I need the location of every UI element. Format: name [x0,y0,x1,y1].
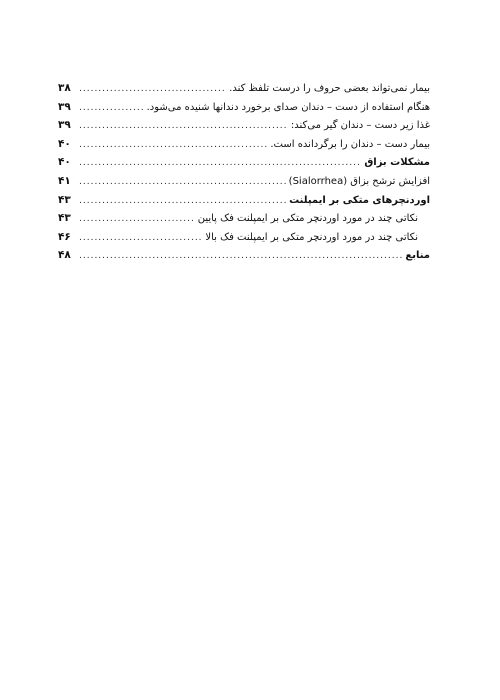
toc-leader-dots [79,192,286,211]
toc-entry[interactable] [58,228,430,247]
toc-entry-title: نکاتی چند در مورد اوردنچر متکی بر ایمپلنت فک بالا [205,231,418,243]
toc-leader-dots [79,136,267,155]
toc-entry-page: ۴۶ [58,230,71,243]
toc-leader-dots [79,80,226,99]
table-of-contents [58,79,430,265]
toc-leader-dots [79,99,144,118]
toc-entry-page: ۳۹ [58,119,71,132]
toc-entry-title: بیمار دست – دندان را برگردانده است. [270,138,430,150]
toc-entry-page: ۴۳ [58,212,71,225]
toc-leader-dots [79,173,286,192]
toc-entry[interactable] [58,191,430,210]
toc-entry-page: ۴۱ [58,174,71,187]
toc-entry[interactable] [58,172,430,191]
toc-entry-page: ۳۸ [58,82,71,94]
toc-leader-dots [79,154,361,173]
toc-entry[interactable] [58,246,430,265]
toc-entry-title: غذا زیر دست – دندان گیر می‌کند: [290,120,430,132]
toc-entry-title: هنگام استفاده از دست – دندان صدای برخورد دندانها شنیده می‌شود. [146,101,430,113]
toc-entry-title: اوردنچرهای متکی بر ایمپلنت [289,194,430,206]
toc-entry-page: ۴۳ [58,193,71,206]
toc-leader-dots [79,247,402,266]
toc-entry[interactable] [58,209,430,228]
toc-leader-dots [79,210,195,229]
toc-entry-title: بیمار نمی‌تواند بعضی حروف را درست تلفظ کند. [229,83,430,94]
toc-leader-dots [79,229,202,248]
toc-entry-page: ۴۰ [58,156,71,169]
toc-entry[interactable] [58,135,430,154]
toc-entry-title: منابع [405,250,430,262]
toc-entry[interactable] [58,116,430,135]
toc-entry-title: افزایش ترشح بزاق (Sialorrhea) [288,175,430,187]
toc-entry-title: مشکلات بزاق [364,157,430,169]
toc-leader-dots [79,117,288,136]
toc-entry-page: ۳۹ [58,100,71,113]
toc-entry[interactable] [58,79,430,98]
toc-entry-page: ۴۰ [58,137,71,150]
toc-entry-title: نکاتی چند در مورد اوردنچر متکی بر ایمپلنت فک پایین [197,213,418,225]
toc-entry[interactable] [58,98,430,117]
toc-entry[interactable] [58,153,430,172]
toc-entry-page: ۴۸ [58,249,71,262]
